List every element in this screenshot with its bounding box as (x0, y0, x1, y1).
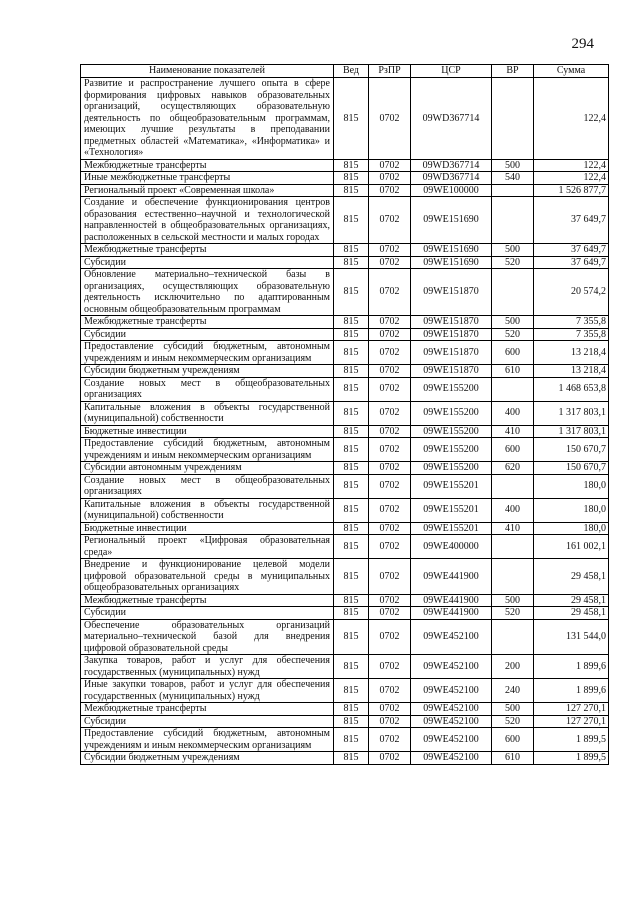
row-vr: 500 (492, 316, 534, 329)
row-rzpr: 0702 (369, 462, 411, 475)
row-vr: 400 (492, 401, 534, 425)
table-row (81, 607, 609, 620)
row-name: Субсидии бюджетным учреждениям (81, 752, 334, 765)
row-rzpr: 0702 (369, 365, 411, 378)
row-name: Создание новых мест в общеобразовательных организациях (81, 377, 334, 401)
row-ved: 815 (334, 425, 369, 438)
row-ved: 815 (334, 752, 369, 765)
row-vr (492, 197, 534, 244)
table-row (81, 715, 609, 728)
page-number: 294 (571, 36, 594, 52)
row-rzpr: 0702 (369, 535, 411, 559)
row-rzpr: 0702 (369, 559, 411, 595)
row-vr: 410 (492, 425, 534, 438)
column-header-vr: ВР (492, 65, 534, 78)
row-sum: 122,4 (534, 78, 609, 160)
row-sum: 13 218,4 (534, 341, 609, 365)
row-name: Капитальные вложения в объекты государственной (муниципальной) собственности (81, 401, 334, 425)
row-rzpr: 0702 (369, 522, 411, 535)
row-rzpr: 0702 (369, 197, 411, 244)
row-sum: 180,0 (534, 498, 609, 522)
table-row (81, 462, 609, 475)
row-csr: 09WE441900 (411, 559, 492, 595)
table-row (81, 619, 609, 655)
column-header-name: Наименование показателей (81, 65, 334, 78)
row-ved: 815 (334, 377, 369, 401)
row-sum: 127 270,1 (534, 715, 609, 728)
row-csr: 09WE151870 (411, 328, 492, 341)
row-vr: 520 (492, 256, 534, 269)
row-ved: 815 (334, 244, 369, 257)
row-ved: 815 (334, 559, 369, 595)
table-row (81, 341, 609, 365)
table-row (81, 498, 609, 522)
row-name: Межбюджетные трансферты (81, 594, 334, 607)
row-name: Развитие и распространение лучшего опыта в сфере формирования цифровых навыков образовательных организаций, осуществляющих образовательную деятельность по общеобразовательным программам, имеющих лучшие результаты в преподавании предметных областей «Математика», «Информатика» и «Технология» (81, 78, 334, 160)
row-vr: 500 (492, 159, 534, 172)
row-ved: 815 (334, 498, 369, 522)
row-rzpr: 0702 (369, 594, 411, 607)
row-ved: 815 (334, 619, 369, 655)
table-row (81, 197, 609, 244)
row-ved: 815 (334, 728, 369, 752)
row-csr: 09WE452100 (411, 679, 492, 703)
row-name: Предоставление субсидий бюджетным, автономным учреждениям и иным некоммерческим организациям (81, 728, 334, 752)
row-csr: 09WD367714 (411, 159, 492, 172)
table-row (81, 679, 609, 703)
row-rzpr: 0702 (369, 619, 411, 655)
row-name: Обновление материально–технической базы в организациях, осуществляющих образовательную деятельность исключительно по адаптированным основным общеобразовательным программам (81, 269, 334, 316)
row-ved: 815 (334, 522, 369, 535)
column-header-rzpr: РзПР (369, 65, 411, 78)
table-row (81, 752, 609, 765)
column-header-ved: Вед (334, 65, 369, 78)
table-row (81, 269, 609, 316)
row-csr: 09WE155200 (411, 438, 492, 462)
table-row (81, 365, 609, 378)
row-sum: 131 544,0 (534, 619, 609, 655)
row-vr (492, 619, 534, 655)
table-row (81, 703, 609, 716)
row-csr: 09WD367714 (411, 172, 492, 185)
row-rzpr: 0702 (369, 341, 411, 365)
table-row (81, 474, 609, 498)
row-ved: 815 (334, 365, 369, 378)
row-vr: 400 (492, 498, 534, 522)
row-rzpr: 0702 (369, 474, 411, 498)
table-row (81, 535, 609, 559)
row-csr: 09WD367714 (411, 78, 492, 160)
row-name: Субсидии (81, 715, 334, 728)
row-name: Создание и обеспечение функционирования центров образования естественно–научной и технологической направленностей в общеобразовательных организациях, расположенных в сельской местности и малых городах (81, 197, 334, 244)
row-rzpr: 0702 (369, 159, 411, 172)
row-csr: 09WE155201 (411, 474, 492, 498)
row-vr: 600 (492, 438, 534, 462)
row-csr: 09WE100000 (411, 184, 492, 197)
row-name: Субсидии (81, 328, 334, 341)
row-csr: 09WE452100 (411, 728, 492, 752)
table-row (81, 594, 609, 607)
row-ved: 815 (334, 341, 369, 365)
row-rzpr: 0702 (369, 679, 411, 703)
row-vr (492, 559, 534, 595)
row-ved: 815 (334, 703, 369, 716)
row-sum: 180,0 (534, 474, 609, 498)
row-csr: 09WE400000 (411, 535, 492, 559)
row-sum: 1 899,6 (534, 655, 609, 679)
row-rzpr: 0702 (369, 607, 411, 620)
row-rzpr: 0702 (369, 328, 411, 341)
row-sum: 29 458,1 (534, 594, 609, 607)
table-row (81, 377, 609, 401)
table-row (81, 522, 609, 535)
table-row (81, 438, 609, 462)
row-sum: 127 270,1 (534, 703, 609, 716)
row-rzpr: 0702 (369, 401, 411, 425)
row-ved: 815 (334, 256, 369, 269)
row-rzpr: 0702 (369, 728, 411, 752)
table-row (81, 172, 609, 185)
row-sum: 180,0 (534, 522, 609, 535)
row-ved: 815 (334, 316, 369, 329)
row-sum: 37 649,7 (534, 244, 609, 257)
row-vr: 410 (492, 522, 534, 535)
row-name: Закупка товаров, работ и услуг для обеспечения государственных (муниципальных) нужд (81, 655, 334, 679)
row-csr: 09WE155200 (411, 462, 492, 475)
row-sum: 1 899,5 (534, 728, 609, 752)
table-row (81, 401, 609, 425)
row-csr: 09WE151870 (411, 365, 492, 378)
row-csr: 09WE151690 (411, 256, 492, 269)
row-rzpr: 0702 (369, 752, 411, 765)
row-vr: 520 (492, 715, 534, 728)
table-row (81, 655, 609, 679)
row-ved: 815 (334, 607, 369, 620)
row-csr: 09WE155200 (411, 401, 492, 425)
row-vr: 600 (492, 728, 534, 752)
row-name: Иные закупки товаров, работ и услуг для обеспечения государственных (муниципальных) нужд (81, 679, 334, 703)
table-row (81, 728, 609, 752)
row-name: Капитальные вложения в объекты государственной (муниципальной) собственности (81, 498, 334, 522)
row-sum: 7 355,8 (534, 328, 609, 341)
row-ved: 815 (334, 462, 369, 475)
row-sum: 1 899,5 (534, 752, 609, 765)
row-name: Создание новых мест в общеобразовательных организациях (81, 474, 334, 498)
row-csr: 09WE452100 (411, 655, 492, 679)
row-sum: 1 317 803,1 (534, 425, 609, 438)
row-name: Межбюджетные трансферты (81, 316, 334, 329)
row-vr (492, 184, 534, 197)
row-csr: 09WE155200 (411, 425, 492, 438)
row-csr: 09WE151870 (411, 316, 492, 329)
row-rzpr: 0702 (369, 438, 411, 462)
row-ved: 815 (334, 401, 369, 425)
row-sum: 13 218,4 (534, 365, 609, 378)
row-rzpr: 0702 (369, 703, 411, 716)
row-rzpr: 0702 (369, 425, 411, 438)
row-vr: 520 (492, 607, 534, 620)
row-ved: 815 (334, 184, 369, 197)
row-name: Бюджетные инвестиции (81, 522, 334, 535)
table-body (81, 78, 609, 765)
row-sum: 29 458,1 (534, 607, 609, 620)
row-csr: 09WE441900 (411, 594, 492, 607)
row-rzpr: 0702 (369, 498, 411, 522)
table-header-row (81, 65, 609, 78)
row-name: Субсидии бюджетным учреждениям (81, 365, 334, 378)
row-ved: 815 (334, 197, 369, 244)
table-row (81, 559, 609, 595)
row-ved: 815 (334, 474, 369, 498)
row-ved: 815 (334, 269, 369, 316)
row-name: Субсидии (81, 256, 334, 269)
table-row (81, 78, 609, 160)
row-name: Предоставление субсидий бюджетным, автономным учреждениям и иным некоммерческим организациям (81, 341, 334, 365)
row-name: Региональный проект «Цифровая образовательная среда» (81, 535, 334, 559)
column-header-csr: ЦСР (411, 65, 492, 78)
row-vr: 610 (492, 365, 534, 378)
row-csr: 09WE155201 (411, 522, 492, 535)
row-csr: 09WE452100 (411, 715, 492, 728)
table-row (81, 244, 609, 257)
row-name: Межбюджетные трансферты (81, 703, 334, 716)
row-ved: 815 (334, 78, 369, 160)
row-vr: 620 (492, 462, 534, 475)
row-rzpr: 0702 (369, 715, 411, 728)
row-vr: 240 (492, 679, 534, 703)
row-ved: 815 (334, 328, 369, 341)
row-sum: 1 899,6 (534, 679, 609, 703)
table-row (81, 425, 609, 438)
row-rzpr: 0702 (369, 316, 411, 329)
row-name: Субсидии автономным учреждениям (81, 462, 334, 475)
row-rzpr: 0702 (369, 184, 411, 197)
row-ved: 815 (334, 655, 369, 679)
row-sum: 122,4 (534, 159, 609, 172)
row-vr (492, 377, 534, 401)
row-sum: 37 649,7 (534, 256, 609, 269)
row-vr: 500 (492, 594, 534, 607)
table-row (81, 316, 609, 329)
row-name: Обеспечение образовательных организаций материально–технической базой для внедрения цифровой образовательной среды (81, 619, 334, 655)
row-csr: 09WE441900 (411, 607, 492, 620)
row-ved: 815 (334, 172, 369, 185)
row-vr (492, 78, 534, 160)
column-header-sum: Сумма (534, 65, 609, 78)
row-vr: 610 (492, 752, 534, 765)
row-name: Бюджетные инвестиции (81, 425, 334, 438)
row-rzpr: 0702 (369, 256, 411, 269)
row-rzpr: 0702 (369, 244, 411, 257)
row-vr (492, 269, 534, 316)
row-ved: 815 (334, 159, 369, 172)
row-sum: 1 468 653,8 (534, 377, 609, 401)
row-rzpr: 0702 (369, 377, 411, 401)
row-name: Межбюджетные трансферты (81, 244, 334, 257)
row-sum: 161 002,1 (534, 535, 609, 559)
row-ved: 815 (334, 679, 369, 703)
row-ved: 815 (334, 438, 369, 462)
row-sum: 7 355,8 (534, 316, 609, 329)
row-vr: 500 (492, 244, 534, 257)
table-row (81, 328, 609, 341)
row-vr: 520 (492, 328, 534, 341)
row-rzpr: 0702 (369, 269, 411, 316)
row-csr: 09WE452100 (411, 703, 492, 716)
row-ved: 815 (334, 594, 369, 607)
row-csr: 09WE452100 (411, 752, 492, 765)
row-sum: 29 458,1 (534, 559, 609, 595)
row-ved: 815 (334, 715, 369, 728)
row-sum: 1 317 803,1 (534, 401, 609, 425)
table-row (81, 159, 609, 172)
row-sum: 150 670,7 (534, 462, 609, 475)
row-sum: 37 649,7 (534, 197, 609, 244)
row-sum: 150 670,7 (534, 438, 609, 462)
row-csr: 09WE155200 (411, 377, 492, 401)
row-vr: 600 (492, 341, 534, 365)
row-vr (492, 474, 534, 498)
row-vr: 540 (492, 172, 534, 185)
row-rzpr: 0702 (369, 78, 411, 160)
row-sum: 1 526 877,7 (534, 184, 609, 197)
row-name: Субсидии (81, 607, 334, 620)
budget-table (80, 64, 609, 765)
row-name: Межбюджетные трансферты (81, 159, 334, 172)
row-name: Региональный проект «Современная школа» (81, 184, 334, 197)
table-row (81, 184, 609, 197)
row-csr: 09WE151870 (411, 341, 492, 365)
row-sum: 122,4 (534, 172, 609, 185)
row-vr: 200 (492, 655, 534, 679)
row-rzpr: 0702 (369, 172, 411, 185)
table-row (81, 256, 609, 269)
row-csr: 09WE151690 (411, 197, 492, 244)
row-vr: 500 (492, 703, 534, 716)
row-name: Внедрение и функционирование целевой модели цифровой образовательной среды в муниципальных общеобразовательных организациях (81, 559, 334, 595)
row-name: Иные межбюджетные трансферты (81, 172, 334, 185)
row-rzpr: 0702 (369, 655, 411, 679)
row-csr: 09WE452100 (411, 619, 492, 655)
row-name: Предоставление субсидий бюджетным, автономным учреждениям и иным некоммерческим организациям (81, 438, 334, 462)
row-ved: 815 (334, 535, 369, 559)
row-csr: 09WE151870 (411, 269, 492, 316)
row-sum: 20 574,2 (534, 269, 609, 316)
row-csr: 09WE155201 (411, 498, 492, 522)
row-vr (492, 535, 534, 559)
row-csr: 09WE151690 (411, 244, 492, 257)
